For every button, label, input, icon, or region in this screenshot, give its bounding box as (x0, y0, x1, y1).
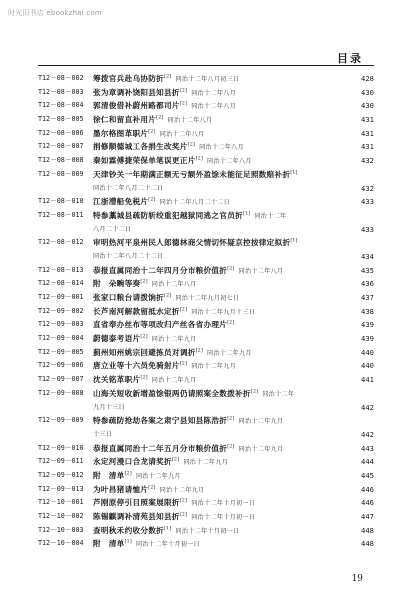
entry-title (93, 346, 252, 361)
entry-code: T12－09－009 (38, 416, 84, 425)
entry-title-text: 恭报直属同治十二年四月分市粮价值折 (93, 265, 228, 275)
entry-footnote-marker: [2] (140, 375, 148, 381)
entry-title (93, 291, 239, 306)
entry-page-number: 440 (361, 347, 374, 357)
entry-footnote-marker: [2] (179, 88, 188, 94)
entry-title (93, 332, 197, 347)
entry-title-text: 郭清俊借补蔚州路都司片 (93, 101, 180, 111)
toc-entry[interactable] (38, 346, 374, 360)
entry-footnote-marker: [2] (148, 197, 156, 203)
entry-footnote-marker: [2] (148, 129, 156, 135)
entry-footnote-marker: [2] (227, 320, 235, 326)
page-header-title: 目录 (337, 52, 363, 65)
entry-date: 同治十二年九月 (238, 418, 284, 426)
entry-page-number: 446 (361, 484, 374, 494)
toc-entry[interactable] (38, 387, 374, 401)
entry-title-text: 蓟州知州姚宗回避拣员对调折 (93, 347, 196, 357)
entry-title (93, 455, 228, 470)
entry-title-text: 张为章调补饶阳县知县折 (93, 87, 180, 97)
entry-page-number: 434 (361, 251, 374, 261)
entry-title (93, 318, 239, 333)
entry-footnote-marker: [2] (148, 485, 156, 491)
entry-code: T12－08－011 (38, 210, 84, 219)
entry-code: T12－09－012 (38, 470, 84, 479)
entry-code: T12－09－001 (38, 293, 84, 301)
entry-footnote-marker: [2] (179, 512, 188, 518)
entry-date: 同治十二年八月 (191, 89, 237, 97)
entry-date: 同治十二年九月 (183, 459, 229, 467)
toc-entry[interactable] (38, 442, 374, 456)
entry-date: 同治十二年八月 (238, 267, 284, 275)
entry-title (93, 264, 283, 279)
entry-page-number: 442 (361, 429, 374, 439)
entry-title-text: 附 清单 (93, 539, 125, 549)
entry-page-number: 439 (361, 334, 374, 344)
entry-title-text: 附 清单 (93, 470, 125, 480)
entry-title-text: 蔚德泰考语片 (93, 334, 141, 344)
entry-code: T12－10－004 (38, 539, 84, 548)
entry-footnote-marker: [2] (124, 471, 132, 477)
entry-footnote-marker: [2] (164, 293, 172, 299)
entry-footnote-marker: [2] (179, 361, 188, 367)
entry-footnote-marker: [2] (227, 444, 235, 450)
entry-title (93, 359, 236, 374)
toc-entry[interactable] (38, 72, 374, 86)
entry-footnote-marker: [2] (156, 115, 164, 121)
toc-entry[interactable] (38, 318, 374, 332)
toc-entry[interactable] (38, 223, 374, 237)
header-divider (38, 65, 374, 66)
entry-title-text: 恭报直属同治十二年五月分市粮价值折 (93, 443, 228, 453)
entry-date-continuation: 十三日 (93, 430, 113, 438)
entry-footnote-marker: [2] (179, 101, 188, 107)
entry-footnote-marker: [2] (195, 156, 204, 162)
entry-code: T12－08－004 (38, 101, 84, 110)
entry-code: T12－08－009 (38, 169, 84, 178)
entry-code: T12－08－007 (38, 142, 84, 151)
entry-date: 同治十二年九月 (151, 377, 197, 385)
entry-title-text: 特参藁城县疏防斩绞重犯越狱同逃之官员折 (93, 210, 243, 220)
toc-entry[interactable] (38, 168, 374, 182)
entry-page-number: 437 (361, 293, 374, 302)
entry-code: T12－09－002 (38, 306, 84, 315)
toc-entry[interactable] (38, 236, 374, 250)
entry-title (93, 373, 197, 388)
entry-footnote-marker: [1] (242, 211, 251, 217)
toc-entry[interactable] (38, 127, 374, 141)
entry-title (93, 113, 212, 128)
entry-date: 同治十二年 (262, 390, 295, 398)
entry-code: T12－09－005 (38, 347, 84, 356)
toc-entry[interactable] (38, 182, 374, 196)
toc-entry[interactable] (38, 373, 374, 387)
entry-code: T12－08－005 (38, 115, 84, 124)
entry-page-number: 447 (361, 512, 374, 521)
entry-code: T12－08－010 (38, 197, 84, 206)
entry-title-text: 江浙漕船免税片 (93, 197, 149, 207)
toc-entry[interactable] (38, 305, 374, 319)
entry-title (93, 99, 236, 114)
entry-page-number: 432 (361, 183, 374, 193)
entry-page-number: 430 (361, 87, 374, 97)
entry-title-text: 筹拨官兵赴乌协防折 (93, 74, 165, 83)
entry-title-text: 山海关短收新增盈馀银两仍请照案全数拨补折 (93, 388, 251, 398)
entry-date: 同治十二年九月 (159, 486, 205, 494)
entry-title-text: 为叶昌猪请恤片 (93, 484, 149, 494)
entry-date: 同治十二年九月初七日 (175, 295, 240, 302)
entry-page-number: 448 (361, 539, 374, 549)
entry-code: T12－10－002 (38, 512, 84, 520)
toc-entry[interactable] (38, 264, 374, 278)
entry-page-number: 440 (361, 361, 374, 371)
entry-code: T12－08－014 (38, 279, 84, 288)
entry-title (93, 524, 239, 539)
watermark: 时光旧书店 ebookzhai.com (8, 9, 102, 17)
entry-title-text: 陈锡麒调补清苑县知县折 (93, 512, 180, 521)
page-number: 19 (351, 574, 363, 584)
entry-title (93, 168, 302, 183)
entry-date: 同治十二年九月 (151, 336, 197, 344)
entry-code: T12－10－001 (38, 498, 84, 507)
entry-date-continuation: 八月二十二日 (93, 225, 132, 233)
toc-entry[interactable] (38, 277, 374, 291)
entry-footnote-marker: [2] (227, 266, 235, 272)
entry-title-text: 徐仁和留直补用片 (93, 115, 157, 125)
entry-footnote-marker: [2] (179, 307, 188, 313)
toc-entries (38, 72, 374, 551)
entry-date: 同治十二年十月初一日 (191, 500, 256, 508)
entry-title-text: 特参疏防抢劫各案之肃宁县知县陈浩折 (93, 416, 228, 426)
entry-page-number: 430 (361, 101, 374, 111)
entry-code: T12－08－003 (38, 87, 84, 96)
entry-page-number: 432 (361, 156, 374, 166)
entry-title (93, 442, 283, 457)
toc-entry[interactable] (38, 455, 374, 469)
entry-footnote-marker: [2] (179, 498, 188, 504)
entry-code: T12－08－002 (38, 74, 84, 82)
entry-page-number: 442 (361, 402, 374, 412)
entry-title-text: 沈关铭革职片 (93, 375, 141, 385)
entry-date-continuation: 同治十二年八月二十二日 (93, 252, 164, 260)
entry-title (93, 140, 244, 155)
entry-page-number: 446 (361, 498, 374, 508)
entry-code: T12－08－013 (38, 265, 84, 274)
toc-entry[interactable] (38, 537, 374, 551)
entry-page-number: 435 (361, 265, 374, 275)
entry-date: 同治十二年九月十三日 (191, 308, 256, 316)
toc-entry[interactable] (38, 99, 374, 113)
entry-page-number: 444 (361, 457, 374, 467)
toc-entry[interactable] (38, 86, 374, 100)
entry-footnote-marker: [2] (140, 334, 148, 340)
entry-page-number: 441 (361, 375, 374, 385)
entry-title (93, 305, 255, 320)
entry-footnote-marker: [1] (290, 170, 298, 176)
entry-date: 同治十二年十月初一日 (136, 541, 200, 549)
entry-date: 同治十二年八月初三日 (175, 76, 240, 83)
toc-entry[interactable] (38, 209, 374, 223)
entry-title-text: 墨尔格图革职片 (93, 128, 149, 138)
entry-title-text: 张家口粮台请拨饷折 (93, 293, 165, 302)
entry-footnote-marker: [2] (195, 348, 204, 354)
entry-title-text: 秦如霖傅捷荣保单笔误更正片 (93, 156, 196, 166)
entry-page-number: 445 (361, 470, 374, 480)
entry-title-text: 唐立业等十六员免骑射片 (93, 361, 180, 371)
entry-footnote-marker: [2] (250, 389, 259, 395)
toc-entry[interactable] (38, 195, 374, 209)
entry-page-number: 433 (361, 224, 374, 234)
entry-title-text: 捐修顺德城工各捐生改奖片 (93, 142, 188, 152)
toc-entry[interactable] (38, 359, 374, 373)
toc-entry[interactable] (38, 483, 374, 497)
entry-page-number: 439 (361, 320, 374, 330)
toc-entry[interactable] (38, 140, 374, 154)
entry-code: T12－09－008 (38, 388, 84, 397)
entry-footnote-marker: [2] (171, 457, 180, 463)
entry-title (93, 496, 255, 511)
entry-code: T12－08－006 (38, 128, 84, 137)
entry-code: T12－09－004 (38, 334, 84, 343)
entry-date-continuation: 九月十三日 (93, 403, 125, 411)
entry-title (93, 483, 204, 498)
entry-title-text: 芦刚原停引目照案展限折 (93, 498, 180, 508)
entry-footnote-marker: [2] (164, 74, 172, 80)
toc-entry[interactable] (38, 496, 374, 510)
entry-title (93, 510, 255, 525)
entry-date: 同治十二年八月二十二日 (159, 199, 231, 207)
entry-title (93, 209, 286, 224)
entry-title-text: 天津钞关一年期满正额无亏额外盈馀未能征足照数赔补折 (93, 169, 291, 179)
entry-date: 同治十二年九月 (207, 349, 252, 357)
toc-entry[interactable] (38, 250, 374, 264)
toc-entry[interactable] (38, 113, 374, 127)
toc-entry[interactable] (38, 332, 374, 346)
entry-code: T12－09－007 (38, 375, 84, 384)
entry-date: 同治十二年八月 (167, 117, 213, 125)
entry-page-number: 448 (361, 525, 374, 535)
toc-entry[interactable] (38, 401, 374, 415)
entry-page-number: 433 (361, 197, 374, 207)
entry-code: T12－08－008 (38, 156, 84, 165)
entry-footnote-marker: [2] (187, 142, 196, 148)
entry-footnote-marker: [1] (124, 539, 132, 545)
entry-title-text: 直省奉办丝布等项改归产丝各省办理片 (93, 320, 228, 330)
entry-date: 同治十二年十月初一日 (191, 514, 256, 521)
entry-title (93, 387, 294, 402)
entry-code: T12－09－013 (38, 484, 84, 493)
toc-entry[interactable] (38, 291, 374, 305)
entry-date: 同治十二年八月 (151, 281, 197, 289)
entry-footnote-marker: [1] (290, 238, 298, 244)
entry-title-text: 附 朵畹等奏 (93, 279, 141, 289)
entry-footnote-marker: [2] (140, 279, 148, 285)
entry-title (93, 72, 239, 87)
entry-code: T12－09－010 (38, 443, 84, 452)
entry-title (93, 537, 200, 552)
toc-entry[interactable] (38, 524, 374, 538)
entry-title (93, 469, 181, 484)
entry-date: 同治十二年八月 (159, 130, 205, 138)
entry-title-text: 审明热河平泉州民人郎德林商父情切怀疑京控按律定拟折 (93, 238, 291, 248)
entry-date: 同治十二年九月 (136, 472, 181, 480)
entry-code: T12－08－012 (38, 238, 84, 247)
entry-code: T12－10－003 (38, 525, 84, 534)
entry-date: 同治十二年八月 (207, 158, 252, 166)
entry-date: 同治十二年九月 (191, 363, 237, 371)
entry-title-text: 永定河漫口合龙请奖折 (93, 457, 172, 467)
toc-entry[interactable] (38, 154, 374, 168)
entry-page-number: 443 (361, 443, 374, 453)
toc-entry[interactable] (38, 428, 374, 442)
entry-date: 同治十二年九月 (238, 445, 284, 453)
entry-title (93, 277, 197, 292)
entry-title (93, 195, 230, 210)
toc-entry[interactable] (38, 414, 374, 428)
entry-date-continuation: 同治十二年八月二十二日 (93, 184, 164, 192)
entry-code: T12－09－011 (38, 457, 84, 466)
entry-page-number: 431 (361, 128, 374, 138)
entry-footnote-marker: [1] (164, 526, 172, 532)
entry-title (93, 86, 236, 101)
entry-title-text: 长芦南河解款留抵水定折 (93, 306, 180, 316)
toc-entry[interactable] (38, 469, 374, 483)
entry-page-number: 431 (361, 115, 374, 125)
entry-code: T12－09－003 (38, 320, 84, 329)
entry-title (93, 154, 252, 169)
entry-date: 同治十二年八月 (191, 103, 237, 111)
entry-page-number: 431 (361, 142, 374, 152)
entry-date: 同治十二年十月初一日 (175, 527, 240, 535)
entry-code: T12－09－006 (38, 361, 84, 370)
entry-footnote-marker: [2] (227, 416, 235, 422)
entry-page-number: 438 (361, 306, 374, 316)
entry-page-number: 436 (361, 279, 374, 289)
entry-title (93, 236, 302, 251)
entry-page-number: 428 (361, 74, 374, 83)
entry-date: 同治十二年八月 (199, 144, 244, 152)
toc-entry[interactable] (38, 510, 374, 524)
entry-title (93, 127, 204, 142)
entry-title-text: 查明秋禾约收分数折 (93, 525, 165, 535)
entry-title (93, 414, 283, 429)
entry-date: 同治十二年 (254, 212, 287, 220)
